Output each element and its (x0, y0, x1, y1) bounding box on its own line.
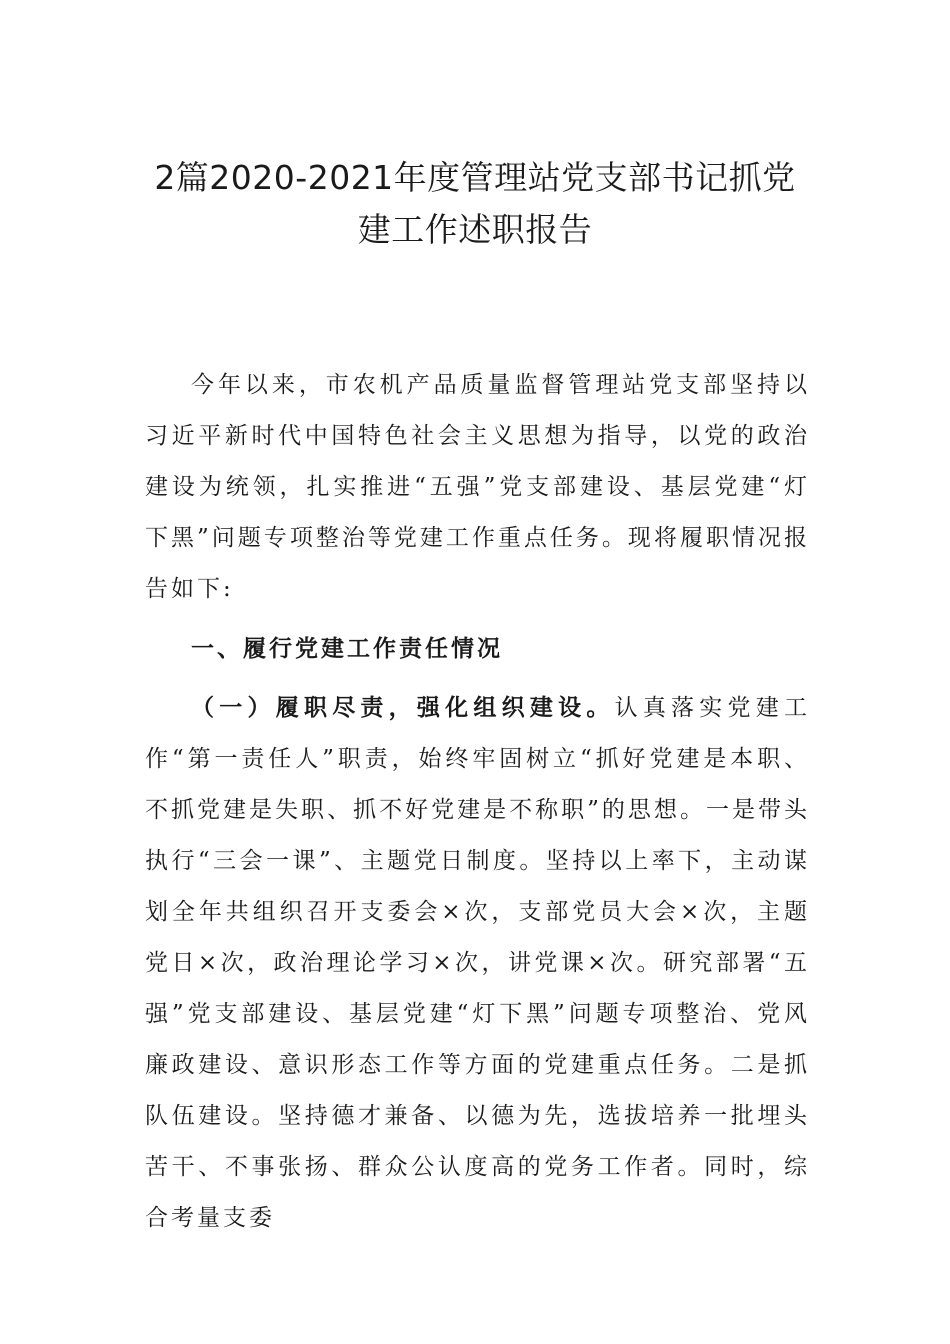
title-line-2: 建工作述职报告 (357, 210, 593, 249)
section-heading-1: 一、履行党建工作责任情况 (191, 635, 503, 662)
subsection-body-1: 认真落实党建工作“第一责任人”职责，始终牢固树立“抓好党建是本职、不抓党建是失职、抓不好党建是不称职”的思想。一是带头执行“三会一课”、主题党日制度。坚持以上率下，主动谋划全年共组织召开支委会×次，支部党员大会×次，主题党日×次，政治理论学习×次，讲党课×次。研究部署“五强”党支部建设、基层党建“灯下黑”问题专项整治、党风廉政建设、意识形态工作等方面的党建重点任务。二是抓队伍建设。坚持德才兼备、以德为先，选拔培养一批埋头苦干、不事张扬、群众公认度高的党务工作者。同时，综合考量支委 (145, 695, 811, 1231)
intro-paragraph: 今年以来，市农机产品质量监督管理站党支部坚持以习近平新时代中国特色社会主义思想为指导，以党的政治建设为统领，扎实推进“五强”党支部建设、基层党建“灯下黑”问题专项整治等党建工作重点任务。现将履职情况报告如下: (145, 372, 810, 602)
title-line-1: 2篇2020-2021年度管理站党支部书记抓党 (154, 158, 796, 197)
subsection-paragraph-1 (145, 682, 810, 1244)
subsection-heading-1: （一）履职尽责，强化组织建设。 (191, 694, 615, 721)
document-body (145, 360, 810, 1244)
document-title (120, 152, 830, 256)
